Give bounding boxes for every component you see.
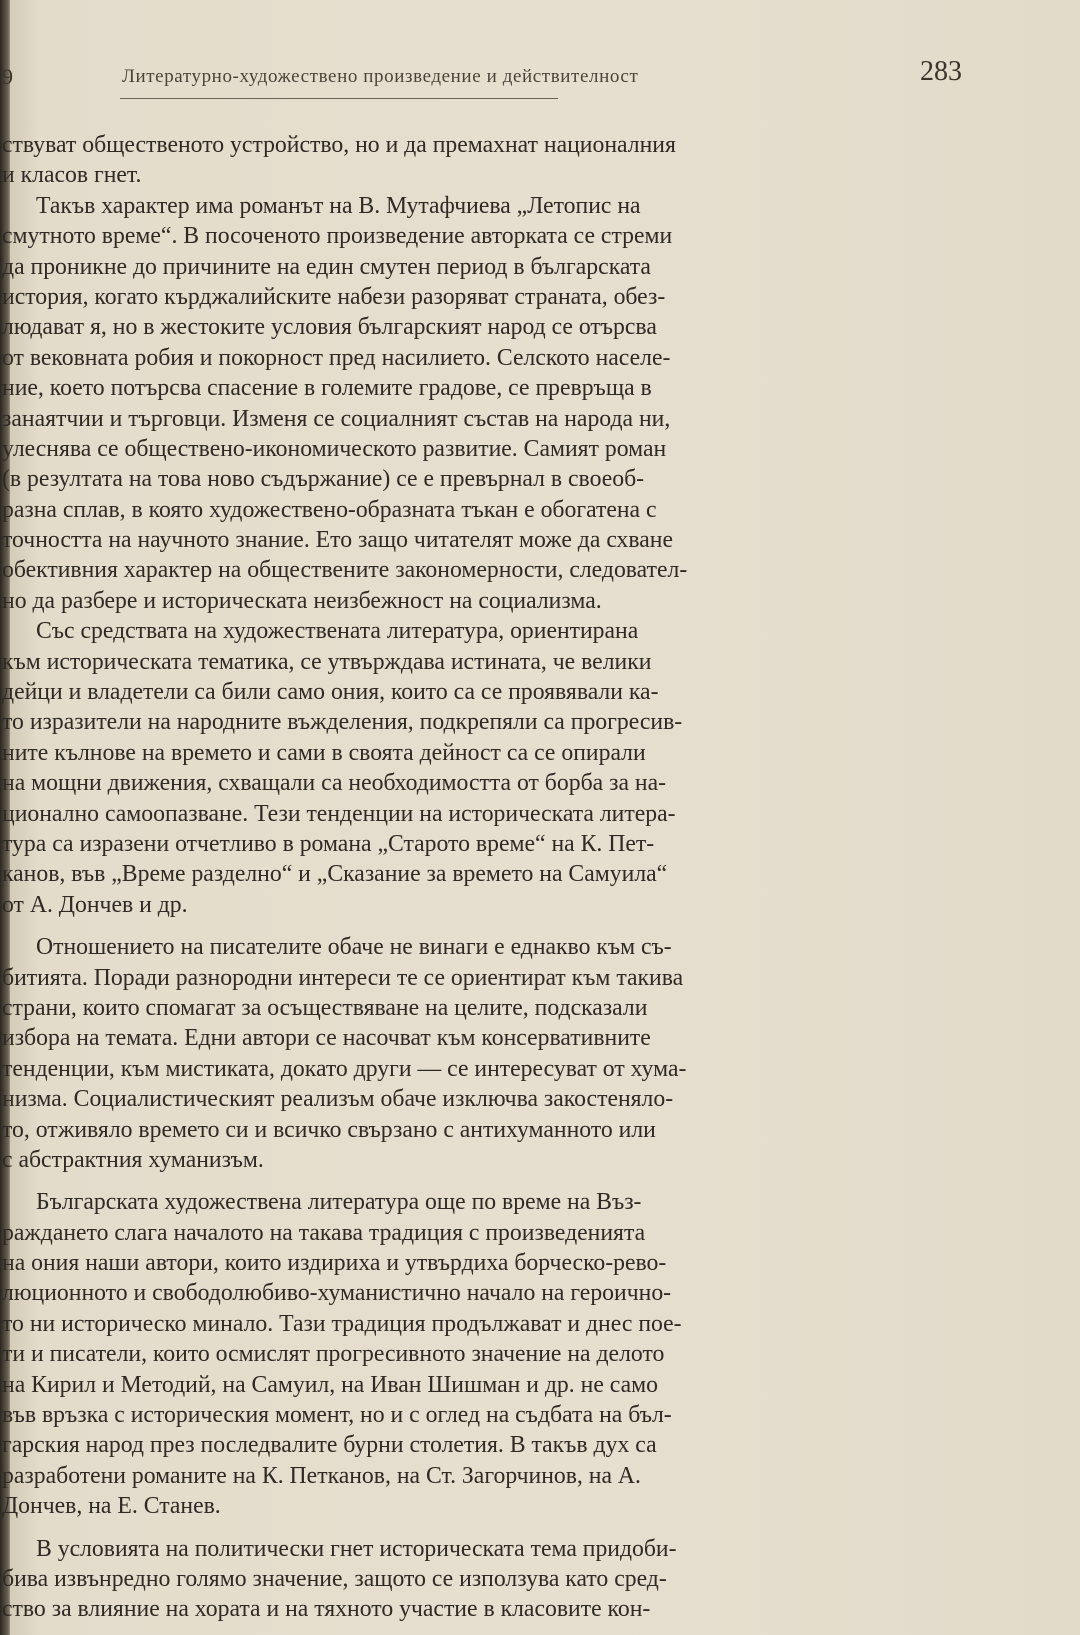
text-line: низма. Социалистическият реализъм обаче изключва закостеняло- (2, 1085, 674, 1113)
text-line: ние, което потърсва спасение в големите градове, се превръща в (2, 374, 652, 402)
text-line: люционното и свободолюбиво-хуманистично начало на героично- (2, 1279, 672, 1307)
text-line: от вековната робия и покорност пред насилието. Селското населе- (2, 343, 671, 371)
text-line: Дончев, на Е. Станев. (2, 1492, 221, 1520)
text-line: тура са изразени отчетливо в романа „Старото време“ на К. Пет- (2, 829, 655, 857)
text-line: Отношението на писателите обаче не винаги е еднакво към съ- (36, 933, 672, 961)
text-line: бива извънредно голямо значение, защото се използува като сред- (2, 1564, 667, 1592)
text-line: смутното време“. В посоченото произведение авторката се стреми (2, 222, 673, 250)
text-line: людават я, но в жестоките условия българският народ се отърсва (2, 313, 657, 341)
text-line: ционално самоопазване. Тези тенденции на историческата литера- (2, 799, 676, 827)
paragraph-gap (0, 1522, 1015, 1534)
text-line: обективния характер на обществените закономерности, следовател- (2, 556, 688, 584)
text-line: избора на темата. Едни автори се насочват към консервативните (2, 1024, 651, 1052)
text-line: то изразители на народните въжделения, подкрепяли са прогресив- (2, 708, 683, 736)
text-line: с абстрактния хуманизъм. (2, 1145, 264, 1173)
header-rule (120, 98, 558, 99)
text-line: Българската художествена литература още по време на Въз- (36, 1188, 642, 1216)
text-line: битията. Поради разнородни интереси те се ориентират към такива (2, 963, 684, 991)
text-line: но да разбере и историческата неизбежност на социализма. (2, 586, 602, 614)
text-line: то ни историческо минало. Тази традиция продължават и днес пое- (2, 1309, 682, 1337)
text-line: на мощни движения, схващали са необходимостта от борба за на- (2, 769, 667, 797)
text-line: ство за влияние на хората и на тяхното участие в класовите кон- (2, 1595, 651, 1623)
text-line: ните кълнове на времето и сами в своята дейност са се опирали (2, 738, 646, 766)
text-line: страни, които спомагат за осъществяване на целите, подсказали (2, 993, 648, 1021)
text-line: канов, във „Време разделно“ и „Сказание за времето на Самуила“ (2, 860, 668, 888)
text-line: разработени романите на К. Петканов, на Ст. Загорчинов, на А. (2, 1461, 641, 1489)
text-line: и класов гнет. (2, 161, 142, 189)
text-line: на ония наши автори, които издириха и утвърдиха борческо-рево- (2, 1249, 667, 1277)
facing-page-number-fragment: 9 (2, 64, 13, 89)
text-line: Със средствата на художествената литература, ориентирана (36, 617, 639, 645)
text-line: то, отживяло времето си и всичко свързано с антихуманното или (2, 1115, 656, 1143)
text-line: точността на научното знание. Ето защо читателят може да схване (2, 526, 674, 554)
text-line: история, когато кърджалийските набези разоряват страната, обез- (2, 282, 666, 310)
body-text (0, 130, 1015, 1625)
page-number: 283 (920, 56, 962, 87)
text-line: във връзка с историческия момент, но и с оглед на съдбата на бъл- (2, 1401, 672, 1429)
text-line: дейци и владетели са били само ония, които са се проявявали ка- (2, 678, 659, 706)
paragraph-gap (0, 920, 1015, 932)
text-line: Такъв характер има романът на В. Мутафчиева „Летопис на (36, 191, 641, 219)
text-line: гарския народ през последвалите бурни столетия. В такъв дух са (2, 1431, 657, 1459)
running-header (0, 54, 1080, 100)
text-line: да проникне до причините на един смутен период в българската (2, 252, 651, 280)
text-line: (в резултата на това ново съдържание) се е превърнал в своеоб- (2, 465, 645, 493)
text-line: раждането слага началото на такава традиция с произведенията (2, 1218, 646, 1246)
text-line: улеснява се обществено-икономическото развитие. Самият роман (2, 434, 667, 462)
text-line: на Кирил и Методий, на Самуил, на Иван Шишман и др. не само (2, 1370, 658, 1398)
text-line: от А. Дончев и др. (2, 890, 188, 918)
text-line: В условията на политически гнет историческата тема придоби- (36, 1534, 677, 1562)
running-title: Литературно-художествено произведение и действителност (122, 66, 639, 87)
text-line: тенденции, към мистиката, докато други — се интересуват от хума- (2, 1054, 687, 1082)
text-line: занаятчии и търговци. Изменя се социалният състав на народа ни, (2, 404, 671, 432)
text-line: разна сплав, в която художествено-образната тъкан е обогатена с (2, 495, 657, 523)
paragraph-gap (0, 1175, 1015, 1187)
text-line: към историческата тематика, се утвърждава истината, че велики (2, 647, 652, 675)
text-line: ти и писатели, които осмислят прогресивното значение на делото (2, 1340, 665, 1368)
text-line: ствуват общественото устройство, но и да премахнат националния (2, 131, 676, 158)
